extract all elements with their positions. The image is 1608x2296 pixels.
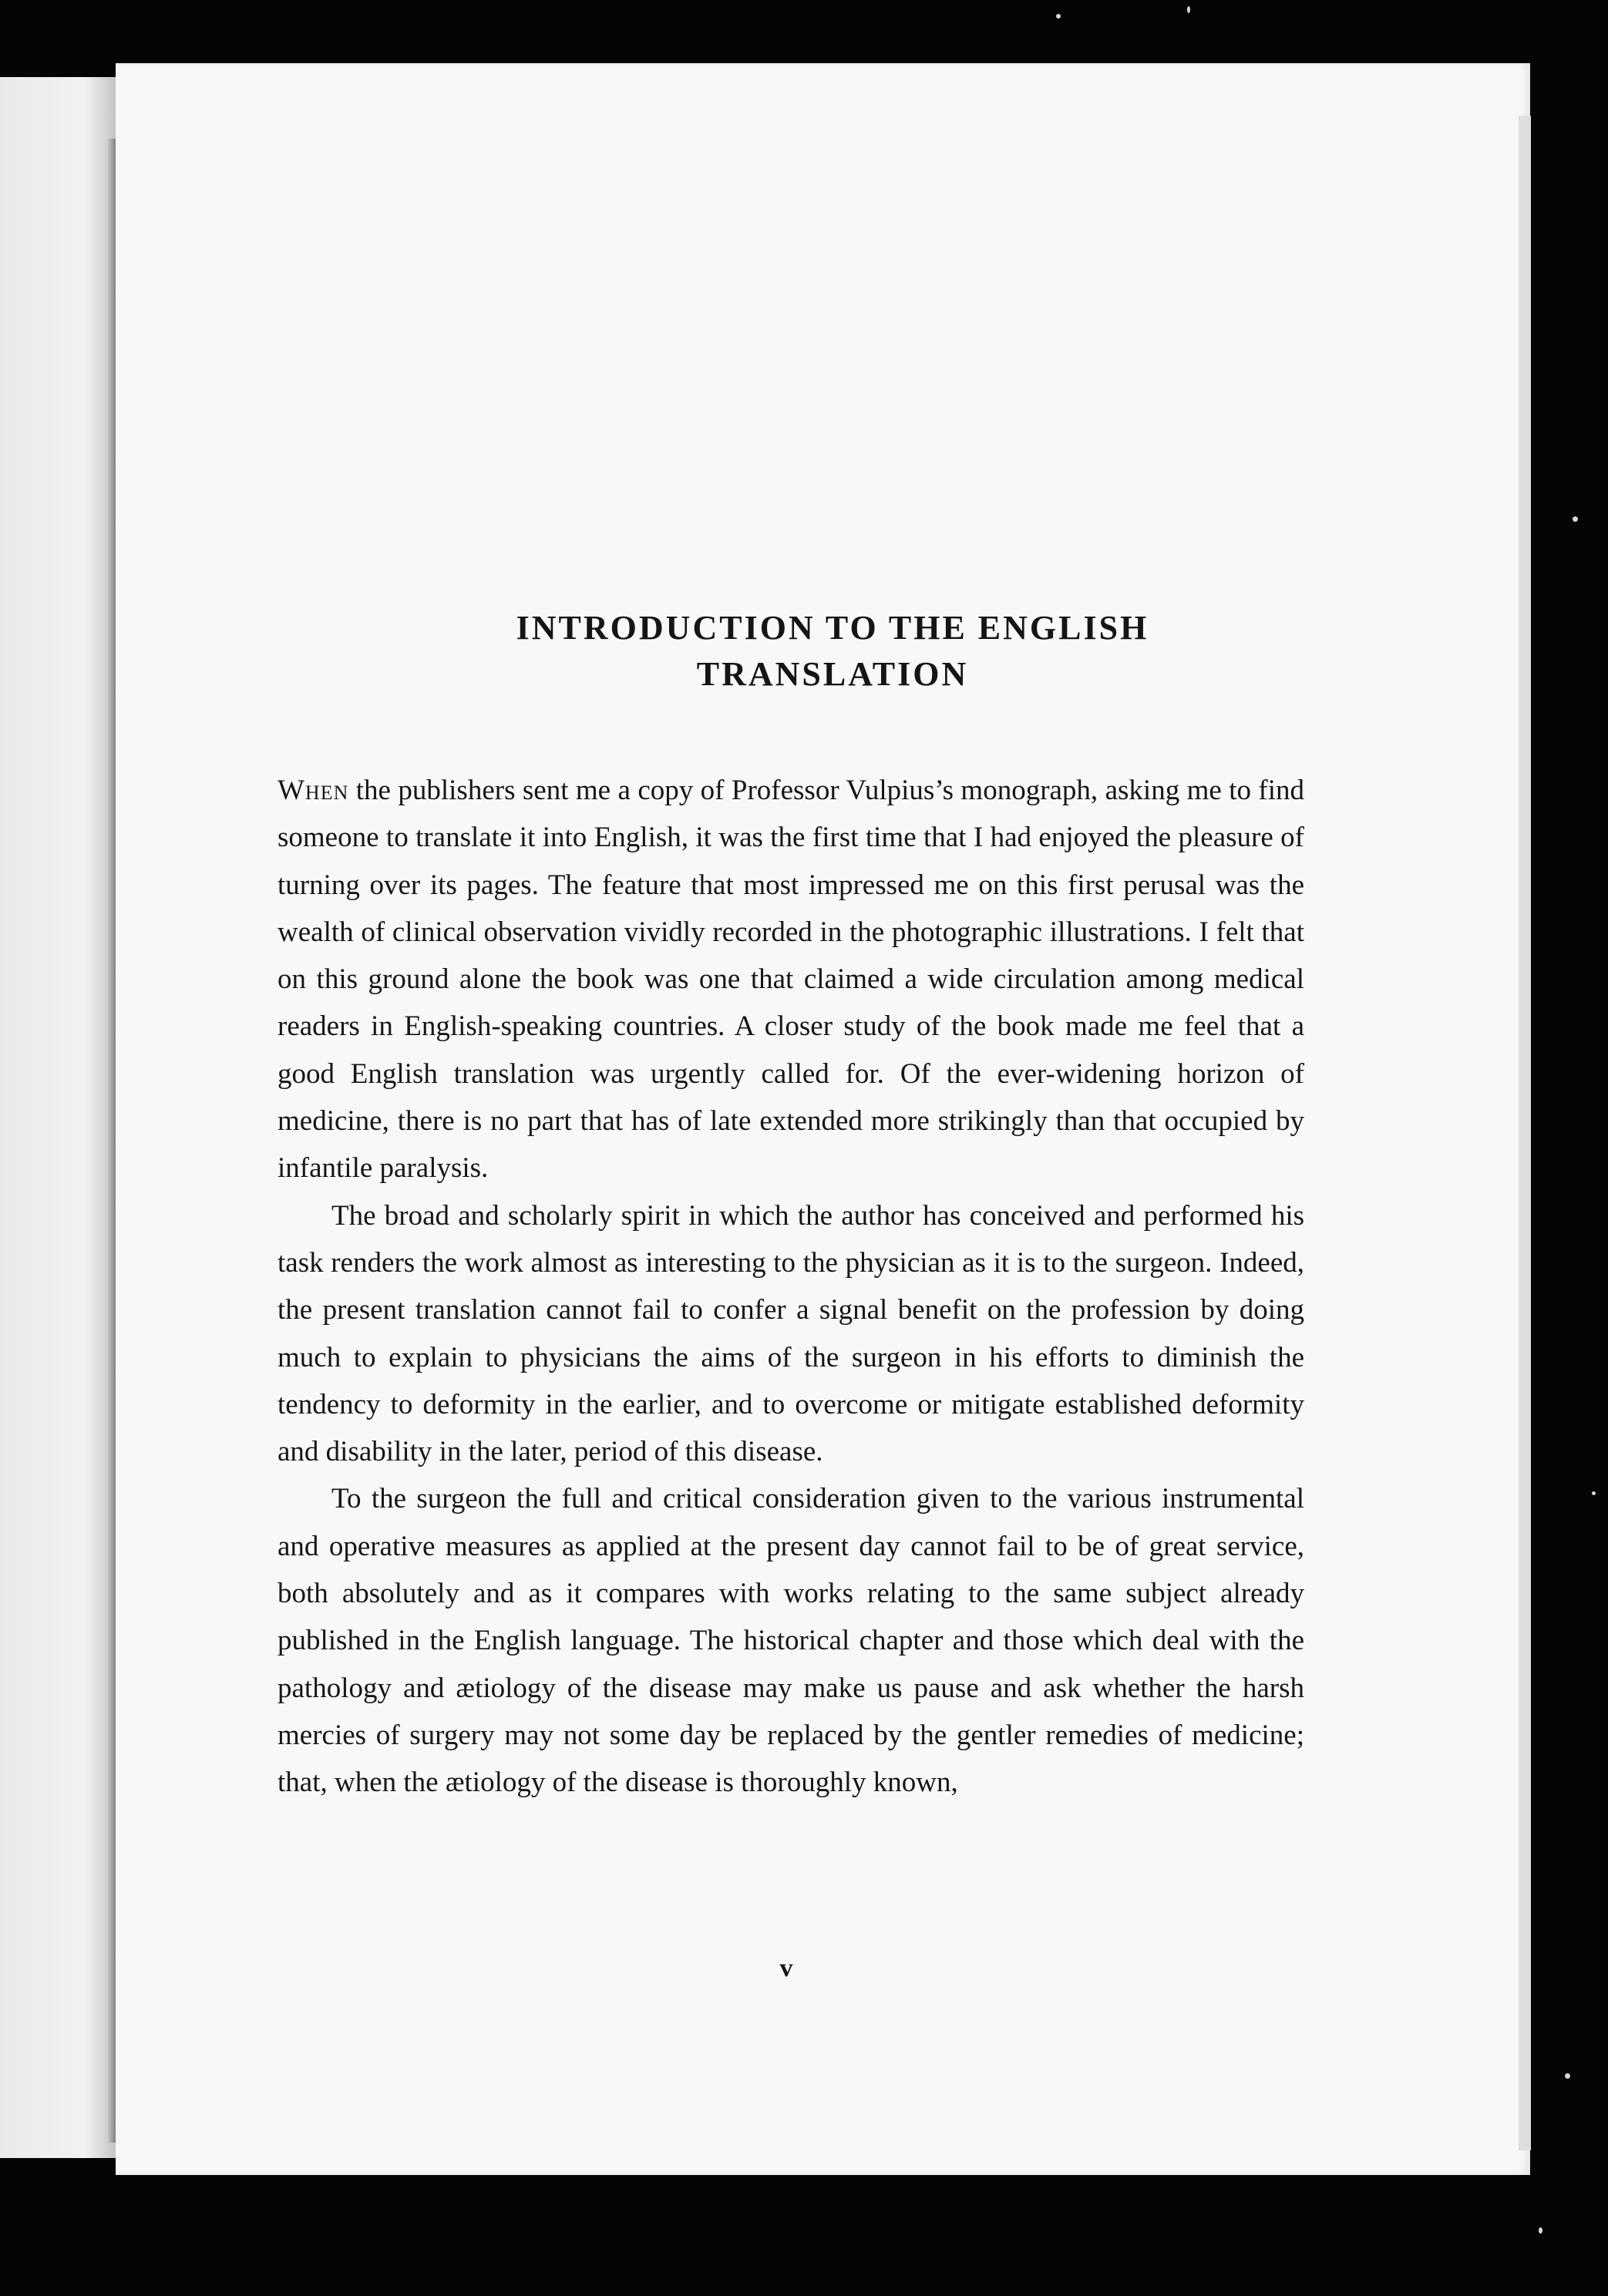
paragraph-1: [278, 767, 1304, 1192]
dust-speck: [1187, 6, 1190, 13]
dust-speck: [1565, 2073, 1570, 2079]
paragraph-3: To the surgeon the full and critical consideration given to the various instrumental and operative measures as applied at the present day cannot fail to be of great service, both absolutely and as it compares with works relating to the same subject already published in the English language. The historical chapter and those which deal with the pathology and ætiology of the disease may make us pause and ask whether the harsh mercies of surgery may not some day be replaced by the gentler remedies of medicine; that, when the ætiology of the disease is thoroughly known,: [278, 1483, 1304, 1799]
dust-speck: [1573, 516, 1578, 522]
paragraph-1-lead: When: [278, 775, 349, 806]
body-text: [278, 767, 1304, 1807]
dust-speck: [1539, 2227, 1542, 2234]
title-line-1: INTRODUCTION TO THE ENGLISH: [516, 609, 1149, 647]
title-line-2: TRANSLATION: [696, 655, 969, 693]
page-edge: [1519, 116, 1531, 2150]
page-title: [293, 605, 1372, 698]
page-number: v: [779, 1954, 793, 1982]
paragraph-2: The broad and scholarly spirit in which the author has conceived and performed his task renders the work almost as interesting to the physician as it is to the surgeon. Indeed, the present translation cannot fail to confer a signal benefit on the profession by doing much to explain to physicians the aims of the surgeon in his efforts to diminish the tendency to deformity in the earlier, and to overcome or mitigate established deformity and disability in the later, period of this disease.: [278, 1199, 1304, 1468]
dust-speck: [1592, 1491, 1596, 1495]
paragraph-1-text: the publishers sent me a copy of Professor Vulpius’s monograph, asking me to find someone to translate it into English, it was the first time that I had enjoyed the pleasure of turning over its pages. The feature that most impressed me on this first perusal was the wealth of clinical observation vividly recorded in the photographic illustrations. I felt that on this ground alone the book was one that claimed a wide circulation among medical readers in English-speaking countries. A closer study of the book made me feel that a good English translation was urgently called for. Of the ever-widening horizon of medicine, there is no part that has of late extended more strikingly than that occupied by infantile paralysis.: [278, 775, 1304, 1185]
dust-speck: [1056, 14, 1061, 18]
